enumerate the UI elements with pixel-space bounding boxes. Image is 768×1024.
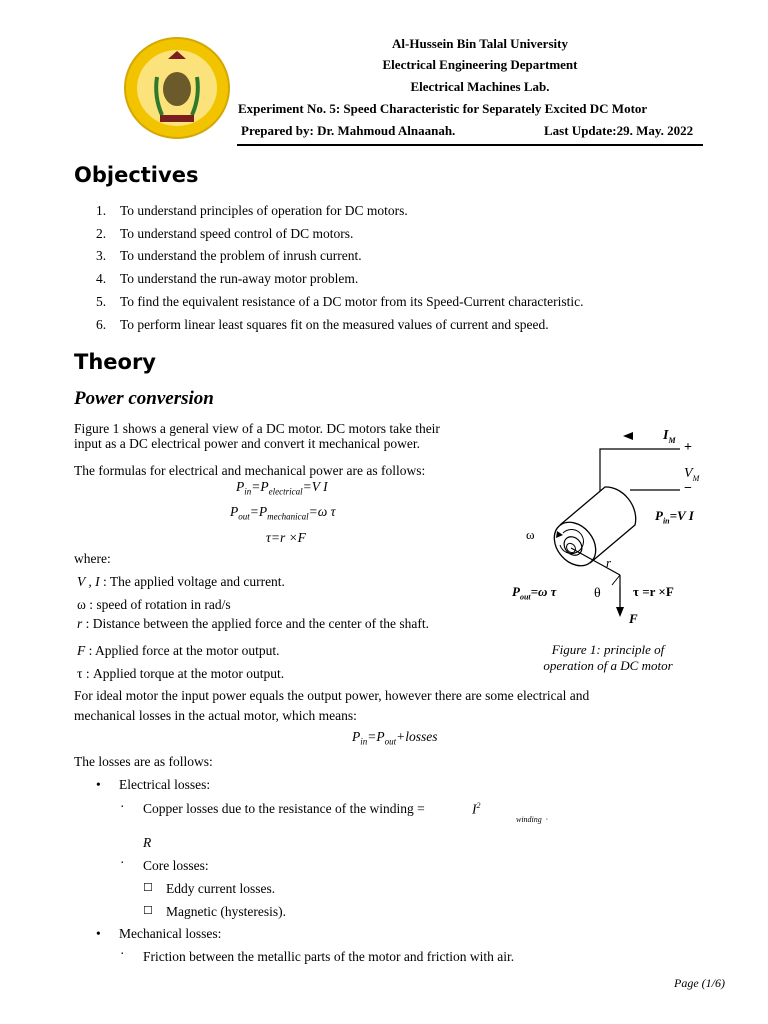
fig-label-r: r [606,555,612,570]
header-lab: Electrical Machines Lab. [410,79,550,94]
objective-item: 3. To understand the problem of inrush current. [96,248,362,263]
def-tau: τ : Applied torque at the motor output. [77,666,285,681]
university-logo [124,37,230,139]
dc-motor-figure [505,425,725,635]
objective-item: 6. To perform linear least squares fit on the measured values of current and speed. [96,317,549,332]
theory-heading: Theory [74,350,156,374]
fig-label-omega: ω [526,527,535,542]
formula-pout: $P_{out}=P_{mechanical}=\omega$ τ [230,504,336,522]
friction-losses: Friction between the metallic parts of the motor and friction with air. [143,949,515,964]
fig-label-pin: $P_{in}=V$ I [655,508,694,526]
header-rule [237,144,703,146]
fig-label-pout: $P_{out}=\omega$ τ [512,584,557,602]
intro-line-2: input as a DC electrical power and convert it mechanical power. [74,436,420,451]
formula-pin: $P_{in}=P_{electrical}=V$ I [236,479,328,497]
header-experiment: Experiment No. 5: Speed Characteristic for Separately Excited DC Motor [238,101,648,116]
electrical-losses-label: Electrical losses: [119,777,211,792]
objective-item: 5. To find the equivalent resistance of a DC motor from its Speed-Current characteristic. [96,294,584,309]
copper-formula-r: R [143,835,152,850]
force-arrow-icon [616,607,624,617]
formulas-intro: The formulas for electrical and mechanical power are as follows: [74,463,426,478]
formula-torque: τ=r ×F [266,530,306,545]
copper-losses: Copper losses due to the resistance of the winding = [143,801,425,816]
objective-item: 1. To understand principles of operation for DC motors. [96,203,408,218]
small-bullet-icon: · [120,799,125,814]
def-f: F : Applied force at the motor output. [77,643,280,658]
header-university: Al-Hussein Bin Talal University [392,36,568,51]
small-bullet-icon: · [120,855,125,870]
objective-item: 2. To understand speed control of DC motors. [96,226,354,241]
core-losses-label: Core losses: [143,858,209,873]
header-department: Electrical Engineering Department [382,57,578,72]
intro-line-1: Figure 1 shows a general view of a DC motor. DC motors take their [74,421,440,436]
fig-label-theta: θ [594,586,601,601]
objectives-heading: Objectives [74,163,199,187]
header-last-update: Last Update:29. May. 2022 [544,123,694,138]
def-r: r : Distance between the applied force and the center of the shaft. [77,616,429,631]
eddy-current-losses: Eddy current losses. [166,881,276,896]
where-label: where: [74,551,111,566]
fig-label-minus: − [684,481,692,496]
copper-formula-sub: winding · [516,815,548,824]
ideal-line-1: For ideal motor the input power equals the output power, however there are some electrical and [74,688,590,703]
page-number: Page (1/6) [674,976,725,990]
objective-item: 4. To understand the run-away motor problem. [96,271,359,286]
fig-label-v: $V_M$ [684,466,700,483]
figure-caption: Figure 1: principle of operation of a DC motor [543,642,673,673]
losses-intro: The losses are as follows: [74,754,213,769]
fig-label-i: $I_M$ [663,428,676,445]
def-omega: ω : speed of rotation in rad/s [77,597,231,612]
bullet-icon: • [96,926,101,941]
power-conversion-heading: Power conversion [74,388,214,409]
def-vi: V , I : The applied voltage and current. [77,574,285,589]
current-arrow-icon [623,432,633,440]
magnetic-hysteresis: Magnetic (hysteresis). [166,904,286,919]
header-prepared-by: Prepared by: Dr. Mahmoud Alnaanah. [241,123,456,138]
bullet-icon: • [96,777,101,792]
fig-label-plus: + [684,440,692,455]
checkbox-icon: ☐ [143,882,153,894]
fig-label-f: F [629,611,638,626]
fig-label-tau: τ =r ×F [633,584,674,599]
formula-losses: $P_{in}=P_{out}+losses$ [352,729,438,747]
copper-formula: $I^2$ [472,801,481,817]
small-bullet-icon: · [120,946,125,961]
ideal-line-2: mechanical losses in the actual motor, which means: [74,708,357,723]
checkbox-icon: ☐ [143,905,153,917]
mechanical-losses-label: Mechanical losses: [119,926,222,941]
